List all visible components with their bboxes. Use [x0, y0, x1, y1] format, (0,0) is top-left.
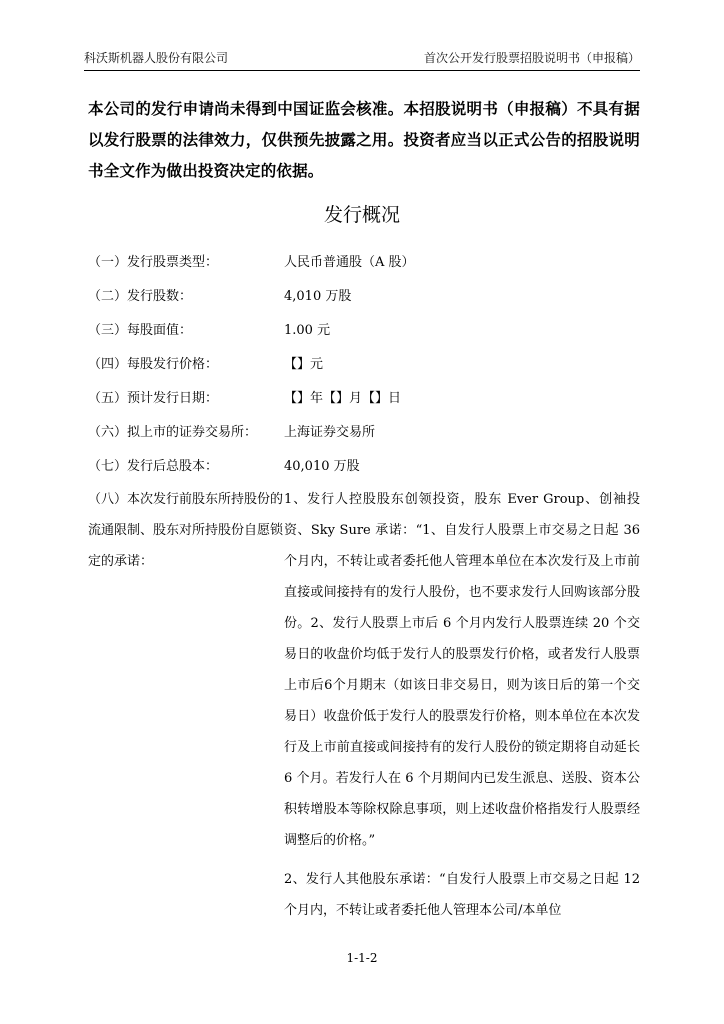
offering-overview-table [88, 246, 640, 926]
overview-row-par-value [88, 314, 640, 348]
overview-row-share-count [88, 280, 640, 314]
row-value: 上海证券交易所 [284, 425, 376, 440]
row-value [284, 484, 640, 926]
row-label: （三）每股面值： [88, 323, 193, 338]
row-label: （二）发行股数： [88, 289, 193, 304]
overview-row-share-type [88, 246, 640, 280]
page-number: 1-1-2 [346, 951, 378, 965]
overview-row-lockup-commitment [88, 484, 640, 926]
page-header [84, 50, 640, 66]
overview-row-total-shares [88, 450, 640, 484]
overview-row-issue-price [88, 348, 640, 382]
regulatory-notice: 本公司的发行申请尚未得到中国证监会核准。本招股说明书（申报稿）不具有据以发行股票的法律效力，仅供预先披露之用。投资者应当以正式公告的招股说明书全文作为做出投资决定的依据。 [88, 100, 640, 180]
header-divider [84, 70, 640, 71]
row-label: （八）本次发行前股东所持股份的流通限制、股东对所持股份自愿锁定的承诺： [88, 492, 284, 569]
row-label: （四）每股发行价格： [88, 357, 219, 372]
row-value: 【】元 [284, 357, 324, 372]
row-label: （六）拟上市的证券交易所： [88, 425, 258, 440]
row-value: 40,010 万股 [284, 459, 360, 474]
row-value: 1.00 元 [284, 323, 331, 338]
header-document-title: 首次公开发行股票招股说明书（申报稿） [423, 51, 640, 65]
row-value: 人民币普通股（A 股） [284, 255, 415, 270]
header-company-name: 科沃斯机器人股份有限公司 [84, 51, 229, 65]
overview-row-exchange [88, 416, 640, 450]
row-label: （七）发行后总股本： [88, 459, 219, 474]
section-title: 发行概况 [323, 204, 400, 226]
lockup-paragraph-other-shareholders: 2、发行人其他股东承诺：“自发行人股票上市交易之日起 12 个月内，不转让或者委托他人管理本公司/本单位 [284, 872, 640, 918]
row-value: 4,010 万股 [284, 289, 352, 304]
row-label: （五）预计发行日期： [88, 391, 219, 406]
row-label: （一）发行股票类型： [88, 255, 219, 270]
lockup-paragraph-controlling-shareholders: 1、发行人控股股东创领投资，股东 Ever Group、创袖投资、Sky Sure 承诺：“1、自发行人股票上市交易之日起 36 个月内，不转让或者委托他人管理本单位在本次发行及上市前直接或间接持有的发行人股份，也不要求发行人回购该部分股份。2、发行人股票上市后 6 个月内发行人股票连续 20 个交易日的收盘价均低于发行人的股票发行价格，或者发行人股票上市后6个月期末（如该日非交易日，则为该日后的第一个交易日）收盘价低于发行人的股票发行价格，则本单位在本次发行及上市前直接或间接持有的发行人股份的锁定期将自动延长 6 个月。若发行人在 6 个月期间内已发生派息、送股、资本公积转增股本等除权除息事项，则上述收盘价格指发行人股票经调整后的价格。” [284, 492, 640, 848]
row-value: 【】年【】月【】日 [284, 391, 402, 406]
overview-row-issue-date [88, 382, 640, 416]
